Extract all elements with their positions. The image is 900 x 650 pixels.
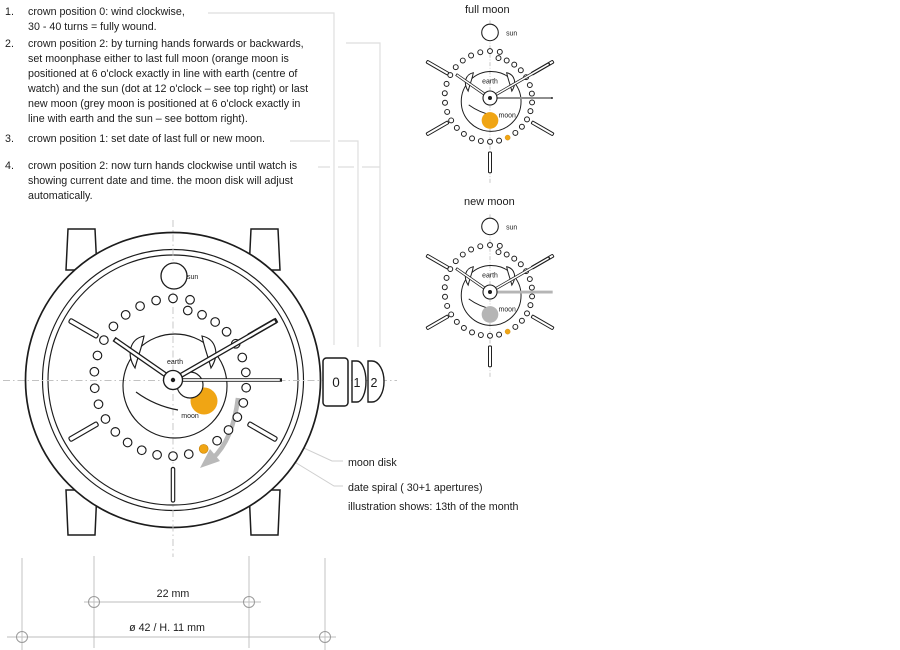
date-spiral-dot (504, 252, 509, 257)
date-spiral-dot (186, 295, 195, 304)
lug-width-dimension: 22 mm (156, 588, 190, 600)
earth-label: earth (482, 272, 498, 280)
instruction-number: 3. (5, 133, 14, 145)
date-spiral-dot (444, 275, 449, 280)
date-spiral-dot (101, 415, 110, 424)
date-spiral-dot (470, 330, 475, 335)
date-spiral-dot (93, 351, 102, 360)
date-spiral-dot (153, 451, 162, 460)
date-spiral-dot (478, 50, 483, 55)
date-spiral-dot (527, 277, 532, 282)
earth-label: earth (167, 359, 183, 366)
six-oclock-marker (489, 346, 492, 367)
leader-line (346, 43, 380, 347)
moon-label: moon (498, 112, 516, 120)
sun-label: sun (506, 30, 518, 38)
date-spiral-dot (527, 83, 532, 88)
date-spiral-dot (442, 285, 447, 290)
date-spiral-dot (241, 368, 250, 377)
date-spiral-dot (461, 325, 466, 330)
instruction-line: showing current date and time. the moon disk will adjust (28, 175, 293, 187)
date-spiral-dot (525, 311, 530, 316)
date-spiral-dot (121, 311, 130, 320)
date-spiral-dot (183, 306, 192, 315)
crown-digit: 1 (353, 376, 361, 390)
date-spiral-dot (460, 252, 465, 257)
date-spiral-dot (238, 353, 247, 362)
date-spiral-dot (136, 302, 145, 311)
index-marker (531, 121, 554, 136)
pivot-dot (171, 378, 175, 382)
date-spiral-dot (137, 446, 146, 455)
date-spiral-dot (478, 244, 483, 249)
date-spiral-dot (488, 49, 493, 54)
instruction-line: new moon (grey moon is positioned at 6 o'clock exactly in (28, 98, 301, 110)
date-spiral-dot (443, 294, 448, 299)
date-spiral-dot (518, 262, 523, 267)
date-spiral-dot (530, 100, 535, 105)
instruction-number: 4. (5, 160, 14, 172)
date-spiral-dot (198, 311, 207, 320)
crown-position-indicator (323, 358, 384, 406)
date-spiral-dot (152, 296, 161, 305)
new-moon-title: new moon (464, 196, 515, 208)
case-size-dimension: ø 42 / H. 11 mm (129, 622, 205, 634)
date-spiral-dot (518, 68, 523, 73)
crown-digit: 2 (370, 376, 378, 390)
index-marker (531, 315, 554, 330)
date-spiral-dot (233, 413, 242, 422)
illustration-note: illustration shows: 13th of the month (348, 501, 519, 513)
date-spiral-dot (478, 333, 483, 338)
date-spiral-dot (169, 452, 178, 461)
date-spiral-dot (530, 294, 535, 299)
date-spiral-dot (442, 91, 447, 96)
date-spiral-dot (512, 62, 517, 67)
date-spiral-dot (504, 58, 509, 63)
moon-label: moon (181, 413, 199, 420)
date-spiral-dot (242, 383, 251, 392)
instruction-item (5, 37, 308, 127)
date-spiral-dot (453, 259, 458, 264)
moon-icon (482, 112, 499, 129)
date-spiral-dot (488, 243, 493, 248)
date-spiral-dot (453, 65, 458, 70)
date-spiral-dot (529, 91, 534, 96)
six-oclock-marker (489, 152, 492, 173)
date-spiral-dot (528, 303, 533, 308)
date-dot-highlight (505, 329, 510, 334)
sun-icon (161, 263, 187, 289)
date-spiral-dot (445, 109, 450, 114)
date-spiral-dot (470, 136, 475, 141)
date-spiral-dot (211, 318, 220, 327)
pivot-dot (488, 96, 492, 100)
date-spiral-dot (100, 336, 109, 345)
earth-label: earth (482, 78, 498, 86)
instruction-line: positioned at 6 o'clock exactly in line with earth (centre of (28, 68, 298, 80)
full-moon-title: full moon (465, 4, 510, 16)
instruction-number: 2. (5, 38, 14, 50)
instruction-line: line with earth and the sun – see bottom right). (28, 113, 248, 125)
date-dot-highlight (505, 135, 510, 140)
moon-icon (482, 306, 499, 323)
instruction-line: crown position 2: now turn hands clockwise until watch is (28, 160, 298, 172)
date-spiral-dot (519, 124, 524, 129)
date-spiral-callout: date spiral ( 30+1 apertures) (348, 482, 483, 494)
date-spiral-dot (213, 436, 222, 445)
date-spiral-dot (449, 118, 454, 123)
new-moon-diagram (426, 214, 554, 377)
full-moon-diagram (426, 20, 554, 183)
date-spiral-dot (469, 247, 474, 252)
date-spiral-dot (478, 139, 483, 144)
date-spiral-dot (497, 332, 502, 337)
date-spiral-dot (496, 250, 501, 255)
instruction-line: crown position 1: set date of last full or new moon. (28, 133, 266, 145)
sun-icon (482, 218, 499, 235)
index-marker (426, 121, 449, 136)
date-spiral-dot (454, 319, 459, 324)
date-spiral-dot (497, 49, 502, 54)
date-spiral-dot (222, 327, 231, 336)
date-spiral-dot (454, 125, 459, 130)
instruction-number: 1. (5, 6, 14, 18)
date-spiral-dot (111, 428, 120, 437)
date-spiral-dot (528, 109, 533, 114)
moon-label: moon (498, 306, 516, 314)
sun-icon (482, 24, 499, 41)
date-spiral-dot (444, 81, 449, 86)
date-spiral-dot (513, 130, 518, 135)
date-spiral-dot (90, 384, 99, 393)
date-spiral-dot (169, 294, 178, 303)
pivot-dot (488, 290, 492, 294)
instruction-line: crown position 2: by turning hands forwards or backwards, (28, 38, 304, 50)
date-spiral-dot (469, 53, 474, 58)
instruction-line: watch) and the sun (dot at 12 o'clock – see top right) or last (28, 83, 309, 95)
date-spiral-dot (123, 438, 132, 447)
index-marker (426, 315, 449, 330)
moon-disk-callout: moon disk (348, 457, 397, 469)
date-spiral-dot (461, 131, 466, 136)
instruction-item (5, 159, 297, 204)
instruction-item (5, 132, 265, 147)
date-spiral-dot (529, 285, 534, 290)
date-spiral-dot (184, 450, 193, 459)
instruction-line: set moonphase either to last full moon (orange moon is (28, 53, 289, 65)
date-spiral-dot (109, 322, 118, 331)
date-spiral-dot (488, 139, 493, 144)
date-spiral-dot (519, 318, 524, 323)
index-marker (426, 60, 449, 75)
date-spiral-dot (497, 243, 502, 248)
date-spiral-dot (513, 324, 518, 329)
date-spiral-dot (224, 426, 233, 435)
date-spiral-dot (488, 333, 493, 338)
date-spiral-dot (460, 58, 465, 63)
instruction-line: 30 - 40 turns = fully wound. (28, 21, 157, 33)
sun-label: sun (187, 274, 199, 281)
date-spiral-dot (90, 367, 99, 376)
six-oclock-marker (171, 468, 174, 503)
date-spiral-dot (512, 256, 517, 261)
date-dot-highlight (199, 444, 208, 453)
sun-label: sun (506, 224, 518, 232)
date-spiral-dot (445, 303, 450, 308)
instruction-line: crown position 0: wind clockwise, (28, 6, 185, 18)
date-spiral-dot (496, 56, 501, 61)
date-spiral-dot (239, 399, 248, 408)
date-spiral-dot (525, 117, 530, 122)
date-spiral-dot (94, 400, 103, 409)
crown-digit: 0 (332, 375, 340, 390)
date-spiral-dot (449, 312, 454, 317)
instruction-item (5, 5, 185, 35)
date-spiral-dot (497, 138, 502, 143)
date-spiral-dot (443, 100, 448, 105)
instruction-line: automatically. (28, 190, 93, 202)
index-marker (426, 254, 449, 269)
